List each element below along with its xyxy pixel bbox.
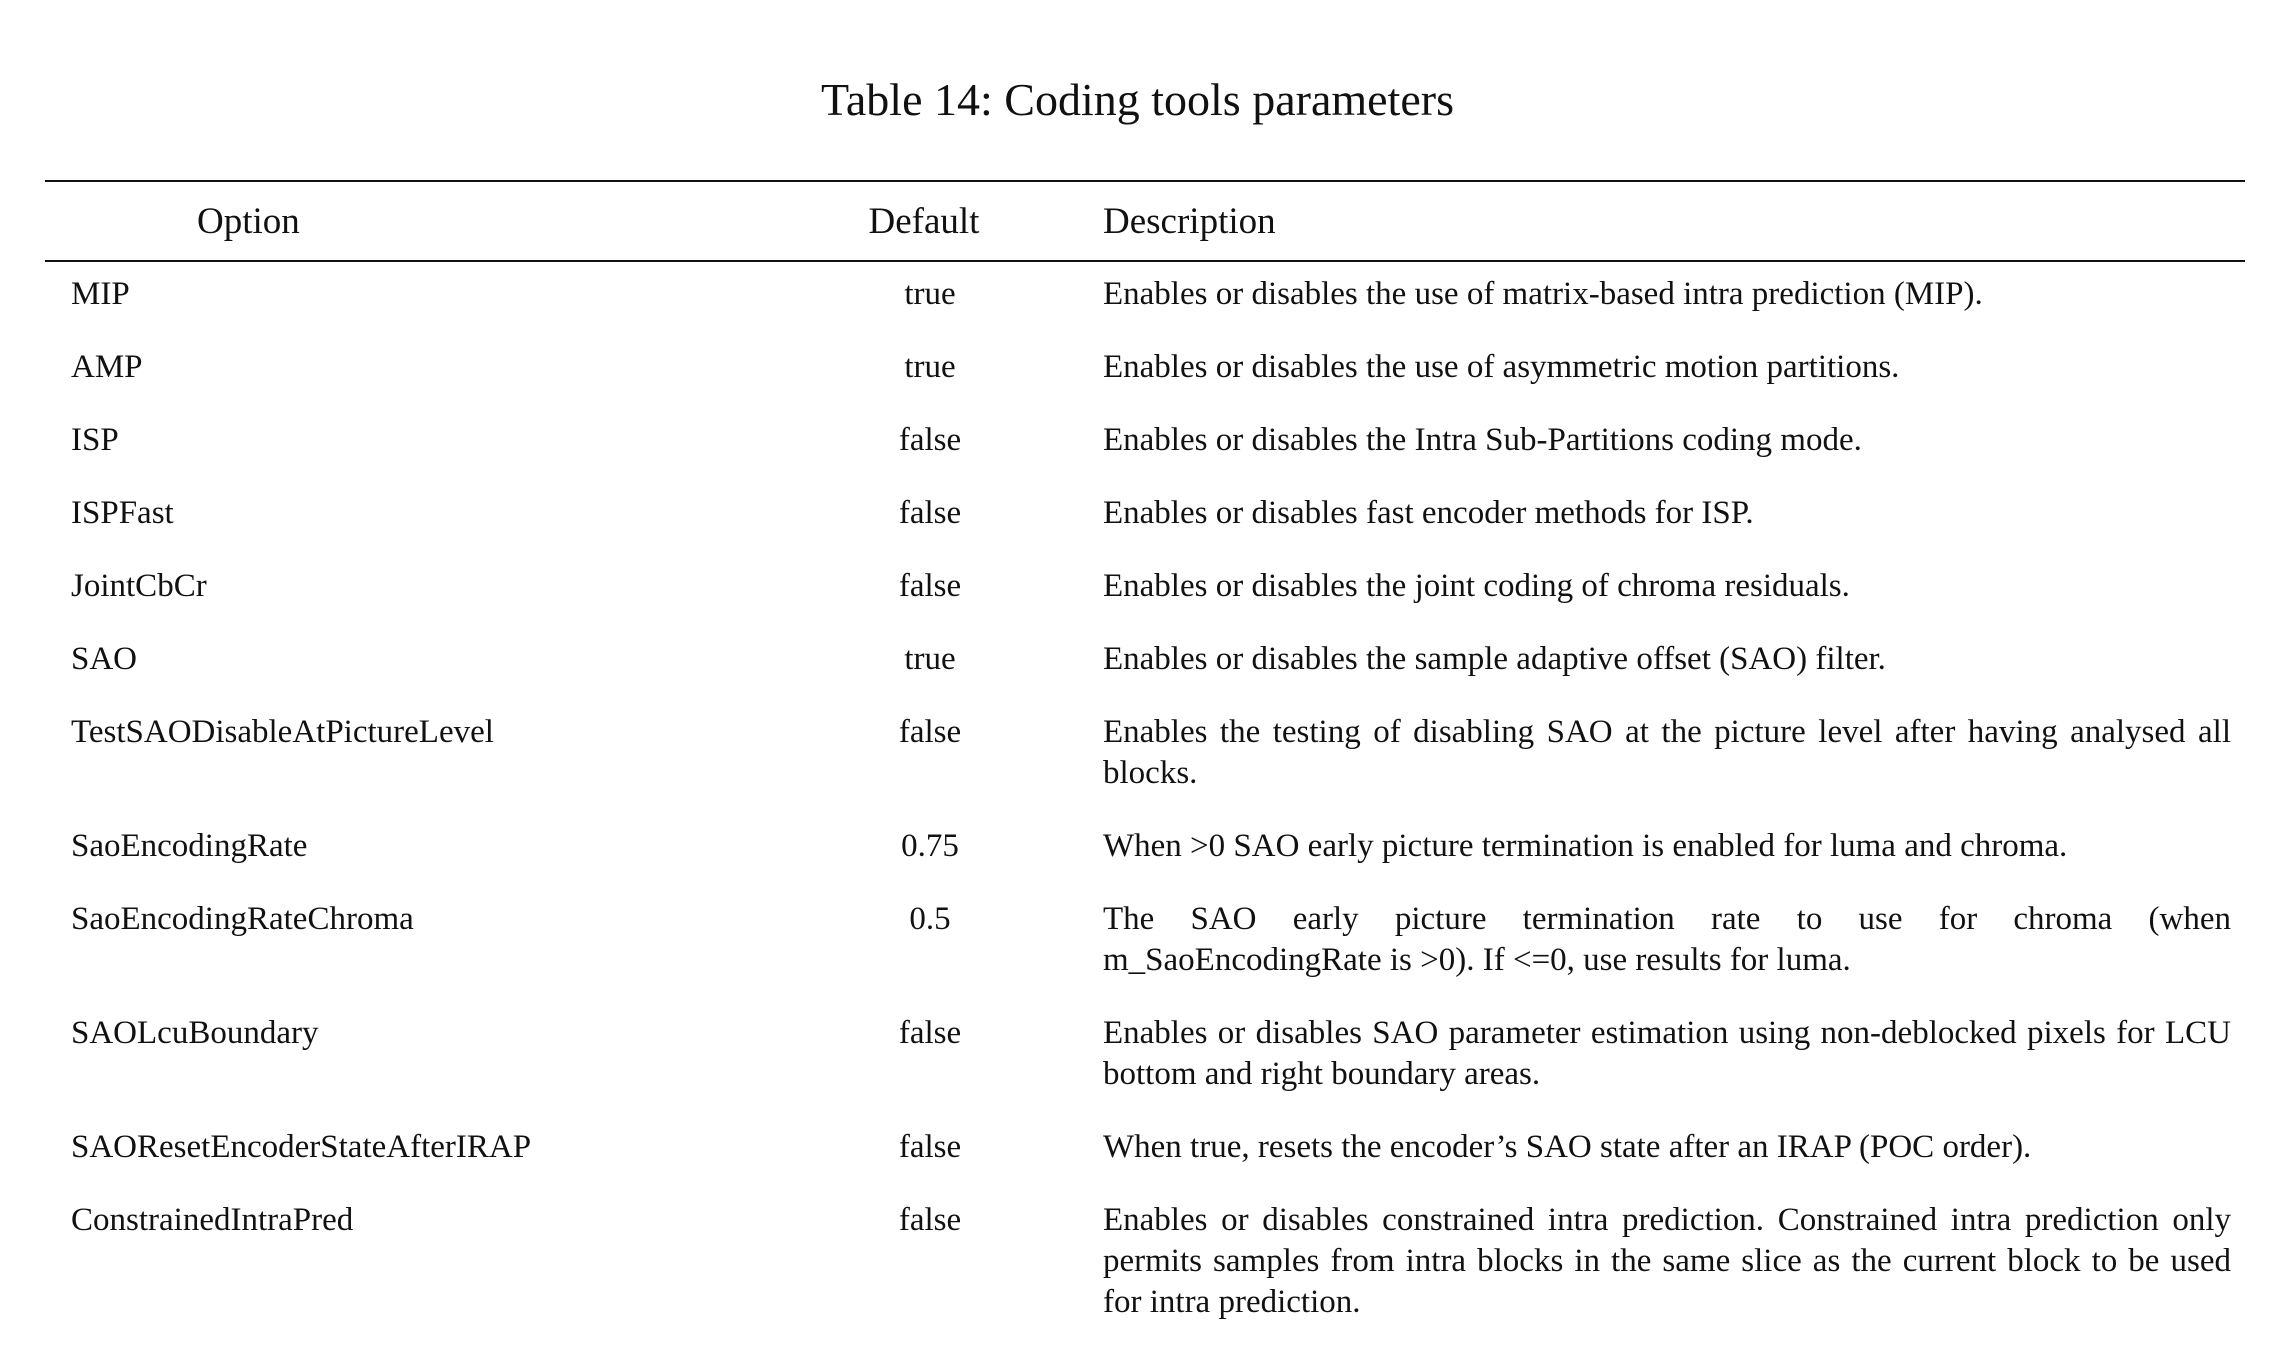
option-cell: ConstrainedIntraPred: [71, 1202, 354, 1238]
description-cell: Enables or disables the sample adaptive offset (SAO) filter.: [1103, 641, 1886, 677]
default-cell: true: [904, 349, 956, 385]
default-cell: false: [898, 568, 962, 604]
option-cell: SAO: [71, 641, 138, 677]
description-cell: When true, resets the encoder’s SAO state after an IRAP (POC order).: [1103, 1129, 2032, 1165]
option-cell: TestSAODisableAtPictureLevel: [71, 714, 494, 750]
default-cell: false: [898, 1202, 962, 1238]
description-cell: Enables the testing of disabling SAO at the picture level after having analysed all blocks.: [1103, 714, 2231, 791]
table-row: [45, 420, 2245, 461]
table-row: [45, 899, 2245, 981]
default-cell: false: [898, 1129, 962, 1165]
option-cell: SAOLcuBoundary: [71, 1015, 319, 1051]
table-row: [45, 274, 2245, 315]
table-row: [45, 826, 2245, 867]
option-cell: ISP: [71, 422, 119, 458]
description-cell: Enables or disables SAO parameter estimation using non-deblocked pixels for LCU bottom and right boundary areas.: [1103, 1015, 2231, 1092]
description-cell: When >0 SAO early picture termination is enabled for luma and chroma.: [1103, 828, 2068, 864]
table-row: [45, 712, 2245, 794]
column-header-option: Option: [197, 200, 300, 242]
option-cell: SaoEncodingRateChroma: [71, 901, 414, 937]
option-cell: MIP: [71, 276, 130, 312]
option-cell: AMP: [71, 349, 143, 385]
description-cell: Enables or disables the joint coding of chroma residuals.: [1103, 568, 1850, 604]
option-cell: JointCbCr: [71, 568, 207, 604]
table-body: [45, 262, 2245, 1323]
description-cell: The SAO early picture termination rate to use for chroma (when m_SaoEncodingRate is >0). If <=0, use results for luma.: [1103, 901, 2231, 978]
option-cell: ISPFast: [71, 495, 174, 531]
parameters-table: [45, 180, 2245, 1355]
table-row: [45, 1200, 2245, 1323]
default-cell: false: [898, 495, 962, 531]
default-cell: true: [904, 276, 956, 312]
description-cell: Enables or disables the use of matrix-based intra prediction (MIP).: [1103, 276, 1983, 312]
table-row: [45, 1127, 2245, 1168]
description-cell: Enables or disables fast encoder methods for ISP.: [1103, 495, 1754, 531]
default-cell: true: [904, 641, 956, 677]
description-cell: Enables or disables the Intra Sub-Partitions coding mode.: [1103, 422, 1862, 458]
default-cell: false: [898, 714, 962, 750]
table-row: [45, 493, 2245, 534]
table-row: [45, 1013, 2245, 1095]
default-cell: false: [898, 422, 962, 458]
default-cell: 0.5: [909, 901, 951, 937]
table-row: [45, 566, 2245, 607]
description-cell: Enables or disables constrained intra prediction. Constrained intra prediction only permits samples from intra blocks in the same slice as the current block to be used for intra prediction.: [1103, 1202, 2231, 1320]
option-cell: SAOResetEncoderStateAfterIRAP: [71, 1129, 532, 1165]
table-row: [45, 639, 2245, 680]
table-caption: Table 14: Coding tools parameters: [821, 74, 1454, 125]
option-cell: SaoEncodingRate: [71, 828, 308, 864]
description-cell: Enables or disables the use of asymmetric motion partitions.: [1103, 349, 1900, 385]
default-cell: false: [898, 1015, 962, 1051]
table-header-row: [45, 182, 2245, 262]
default-cell: 0.75: [901, 828, 959, 864]
table-row: [45, 347, 2245, 388]
column-header-default: Default: [868, 200, 980, 242]
column-header-description: Description: [1103, 200, 1276, 242]
